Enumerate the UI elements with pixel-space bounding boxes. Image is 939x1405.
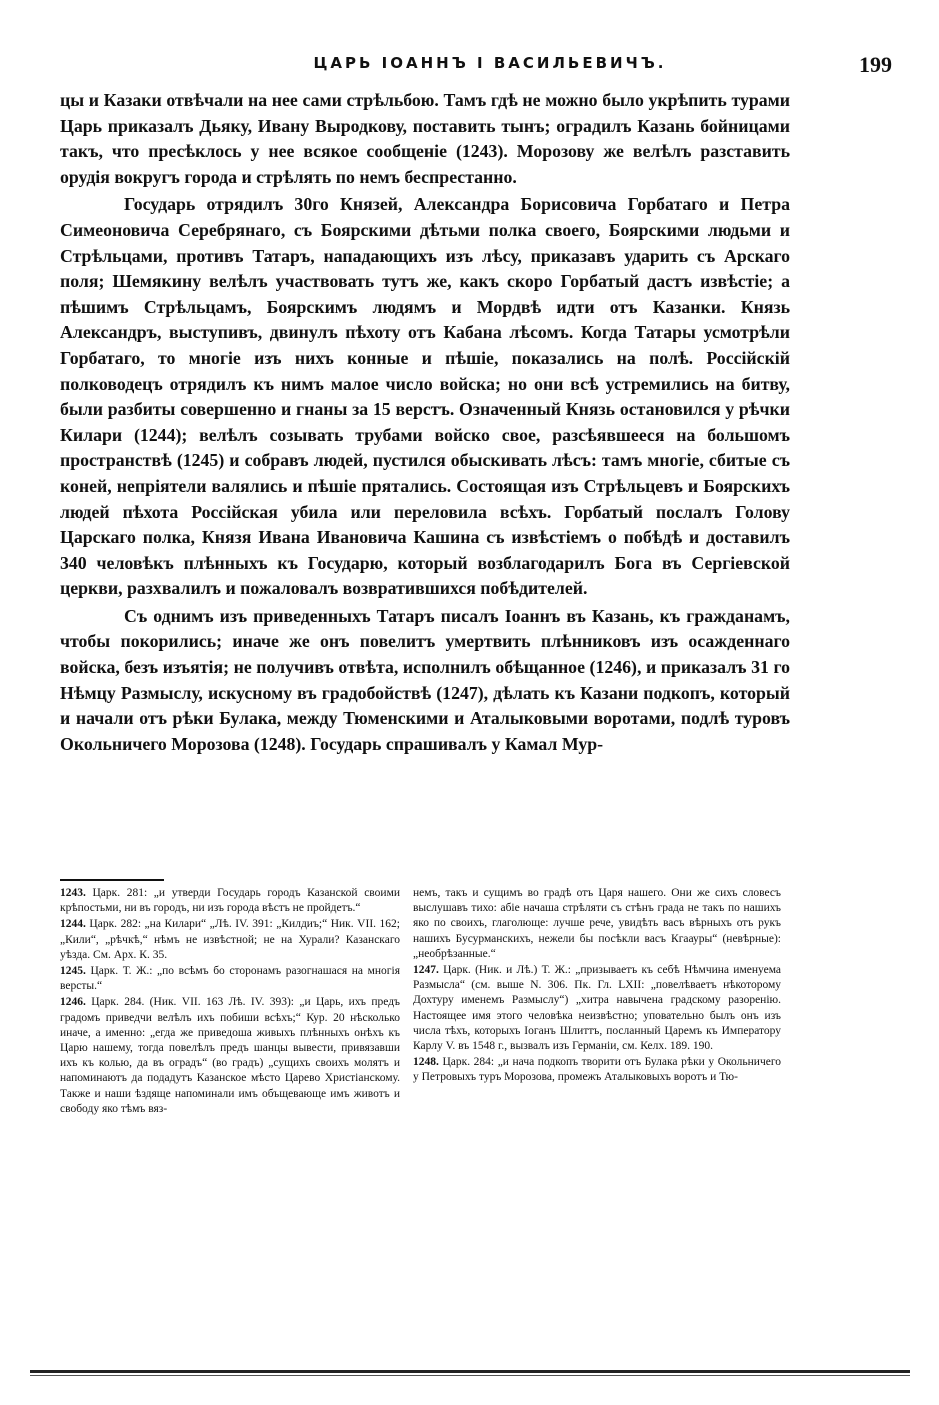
footnote <box>60 964 400 994</box>
page-edge-line <box>30 1370 910 1373</box>
footnote-text: Царк. Т. Ж.: „по всѣмъ бо сторонамъ разогнашася на многія версты.“ <box>60 965 400 993</box>
footnotes-right-column <box>413 886 781 1087</box>
running-head: ЦАРЬ ІОАННЪ І ВАСИЛЬЕВИЧЪ. <box>313 54 667 72</box>
footnote-number: 1246. <box>60 996 86 1009</box>
page-number: 199 <box>859 52 892 77</box>
footnote-text: Царк. 281: „и утверди Государь городъ Казанской своими крѣпостьми, ни въ городъ, ни изъ города вѣстъ не пройдетъ.“ <box>60 887 400 915</box>
footnote <box>60 917 400 963</box>
footnote-text: Царк. 284: „и нача подкопъ творити отъ Булака рѣки у Окольничего у Петровыхъ туръ Морозова, промежъ Аталыковыхъ воротъ и Тю- <box>413 1056 782 1084</box>
page-edge-line <box>30 1375 910 1376</box>
footnote <box>413 886 781 962</box>
footnote-text: Царк. 284. (Ник. VII. 163 Лѣ. IV. 393): „и Царь, ихъ предъ градомъ приведчи велѣлъ ихъ побиши всѣхъ;“ Кур. 20 нѣсколько иначе, а именно: „егда же приведоша живыхъ плѣнныхъ онѣхъ къ Царю нашему, тогда повелѣлъ предъ шанцы вывести, привязавши ихъ къ колью, да въ оградъ“ (во градъ) „сущихъ своихъ молятъ и напоминаютъ да подадутъ Казанское мѣсто Царево Христіанскому. Также и наши ѣздяще напоминали имъ объщевающе имъ животъ и свободу яко тѣмъ вяз- <box>60 996 400 1115</box>
footnote-number: 1247. <box>413 964 439 977</box>
footnote <box>413 963 781 1054</box>
footnote <box>60 995 400 1117</box>
main-text <box>60 88 790 757</box>
footnote-number: 1248. <box>413 1056 439 1069</box>
footnote-text: немъ, такъ и сущимъ во градѣ отъ Царя нашего. Они же сихъ словесъ выслушавъ тихо: абіе начаша стрѣляти съ стѣнъ града не такъ по нашихъ яко по своихъ, глаголюще: лучше рече, увидѣть васъ вѣрныхъ отъ рукъ нашихъ Бусурманскихъ, нежели бы посѣкли васъ Кгаауры“ (невѣрные): „необрѣзанные.“ <box>413 887 781 960</box>
paragraph: Государь отрядилъ 30го Князей, Александра Борисовича Горбатаго и Петра Симеоновича Серебрянаго, съ Боярскими дѣтьми полка своего, Боярскими людьми и Стрѣльцами, противъ Татаръ, нападающихъ изъ лѣсу, приказавъ ударить съ Арскаго поля; Шемякину велѣлъ участвовать тутъ же, какъ скоро Горбатый дастъ извѣстіе; а пѣшимъ Стрѣльцамъ, Боярскимъ людямъ и Мордвѣ идти отъ Казанки. Князь Александръ, выступивъ, двинулъ пѣхоту отъ Кабана лѣсомъ. Когда Татары усмотрѣли Горбатаго, то многіе изъ нихъ конные и пѣшіе, показались на полѣ. Россійскій полководецъ отрядилъ къ нимъ малое число войска; но они всѣ устремились на битву, были разбиты совершенно и гнаны за 15 верстъ. Означенный Князь остановился у рѣчки Килари (1244); велѣлъ созывать трубами войско свое, разсѣявшееся на большомъ пространствѣ (1245) и собравъ людей, пустился обыскивать лѣсъ: тамъ многіе, сбитые съ коней, непріятели валялись и пѣшіе прятались. Состоящая изъ Стрѣльцевъ и Боярскихъ людей пѣхота Россійская убила или переловила всѣхъ. Горбатый послалъ Голову Царскаго полка, Князя Ивана Ивановича Кашина съ извѣстіемъ о побѣдѣ и доставилъ 340 человѣкъ плѣнныхъ къ Государю, который возблагодарилъ Бога въ Сергіевской церкви, разхвалилъ и пожаловалъ возвратившихся побѣдителей. <box>60 194 790 599</box>
footnote-text: Царк. (Ник. и Лѣ.) Т. Ж.: „призываетъ къ себѣ Нѣмчина именуема Размысла“ (см. выше N. 306. Пк. Гл. LXII: „повелѣваетъ нѣкоторому Дохтуру именемъ Размыслу“) „хитра навычена градскому разоренію. Настоящее имя этого человѣка неизвѣстно; уповательно былъ онъ изъ числа тѣхъ, которыхъ Іоганъ Шлиттъ, посланный Царемъ къ Императору Карлу V. въ 1548 г., вызвалъ изъ Германіи, см. Келх. 189. 190. <box>413 964 781 1053</box>
footnote-number: 1244. <box>60 918 86 931</box>
page-header <box>60 52 910 86</box>
footnote-number: 1243. <box>60 887 86 899</box>
footnote-number: 1245. <box>60 965 86 978</box>
footnote <box>413 1055 781 1085</box>
paragraph: Съ однимъ изъ приведенныхъ Татаръ писалъ Іоаннъ въ Казань, къ гражданамъ, чтобы покорились; иначе же онъ повелитъ умертвить плѣнниковъ изъ осажденнаго войска, безъ изъятія; не получивъ отвѣта, исполнилъ обѣщанное (1246), и приказалъ 31 го Нѣмцу Размыслу, искусному въ градобойствѣ (1247), дѣлать къ Казани подкопъ, который и начали отъ рѣки Булака, между Тюменскими и Аталыковыми воротами, подлѣ туровъ Окольничего Морозова (1248). Государь спрашивалъ у Камал Мур- <box>60 605 790 754</box>
footnote-text: Царк. 282: „на Килари“ „Лѣ. IV. 391: „Килдиъ;“ Ник. VII. 162; „Кили“, „рѣчкѣ,“ нѣмъ не извѣстной; не на Хурали? Казанскаго уѣзда. См. Арх. К. 35. <box>60 918 401 961</box>
footnotes-left-column <box>60 886 400 1118</box>
paragraph: цы и Казаки отвѣчали на нее сами стрѣльбою. Тамъ гдѣ не можно было укрѣпить турами Царь приказалъ Дьяку, Ивану Выродкову, поставить тынъ; оградилъ Казань бойницами такъ, что пресѣклось у нее всякое сообщеніе (1243). Морозову же велѣлъ разставить орудія вокругъ города и стрѣлять по немъ беспрестанно. <box>60 90 790 187</box>
footnote <box>60 886 400 916</box>
footnote-separator <box>60 879 164 881</box>
